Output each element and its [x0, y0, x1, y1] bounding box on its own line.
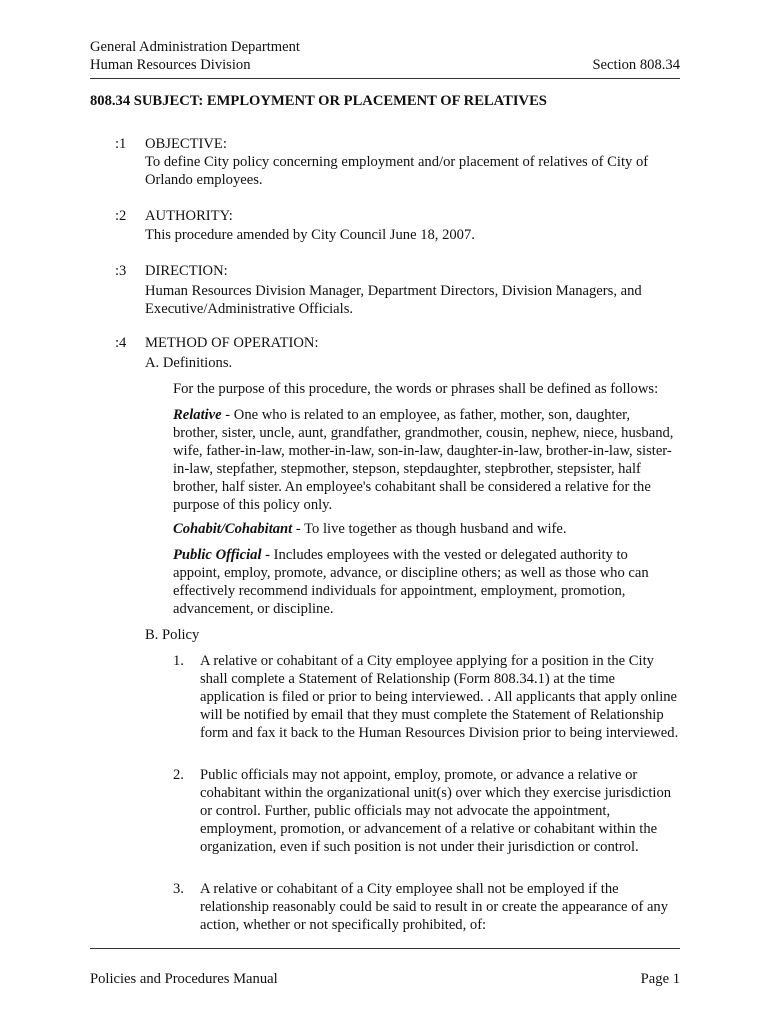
definition-relative [173, 406, 678, 514]
subsection-b-label: B. Policy [145, 627, 200, 643]
section-4-number: :4 [115, 335, 127, 351]
policy-item-number: 1. [173, 653, 184, 669]
section-1-number: :1 [115, 136, 127, 152]
section-2-number: :2 [115, 208, 127, 224]
definition-text: - To live together as though husband and wife. [292, 521, 567, 537]
policy-item-text: A relative or cohabitant of a City employee applying for a position in the City shall complete a Statement of Relationship (Form 808.34.1) at the time application is filed or prior to being interviewed. . All applicants that apply online will be notified by email that they must complete the Statement of Relationship form and fax it back to the Human Resources Division prior to being interviewed. [200, 653, 679, 741]
policy-item-text: A relative or cohabitant of a City employee shall not be employed if the relationship reasonably could be said to result in or create the appearance of any action, whether or not specifically prohibited, of: [200, 881, 669, 933]
document-title: 808.34 SUBJECT: EMPLOYMENT OR PLACEMENT OF RELATIVES [90, 93, 547, 109]
section-3-heading: DIRECTION: [145, 263, 228, 279]
policy-item [173, 652, 681, 742]
definition-cohabitant [173, 520, 678, 538]
subsection-a-label: A. Definitions. [145, 355, 233, 371]
definition-public-official [173, 546, 678, 618]
policy-item [173, 880, 681, 934]
footer-manual-title: Policies and Procedures Manual [90, 971, 278, 987]
definition-text: - One who is related to an employee, as father, mother, son, daughter, brother, sister, uncle, aunt, grandfather, grandmother, cousin, nephew, niece, husband, wife, father-in-law, mother-in-law, son-in-law, daughter-in-law, brother-in-law, sister-in-law, stepfather, stepmother, stepson, stepdaughter, stepbrother, stepsister, half brother, half sister. An employee's cohabitant shall be considered a relative for the purpose of this policy only. [173, 407, 674, 513]
header-department: General Administration Department [90, 39, 300, 55]
section-3-number: :3 [115, 263, 127, 279]
header-division: Human Resources Division [90, 57, 251, 73]
header-section: Section 808.34 [592, 57, 680, 73]
policy-item [173, 766, 681, 856]
footer-page-number: Page 1 [640, 971, 680, 987]
definition-term: Public Official [173, 547, 262, 563]
section-1-body: To define City policy concerning employment and/or placement of relatives of City of Orlando employees. [145, 154, 649, 188]
definition-text: - Includes employees with the vested or delegated authority to appoint, employ, promote, advance, or discipline others; as well as those who can effectively recommend individuals for appointment, employment, promotion, advancement, or discipline. [173, 547, 649, 617]
section-4-heading: METHOD OF OPERATION: [145, 335, 319, 351]
definitions-intro: For the purpose of this procedure, the words or phrases shall be defined as follows: [173, 381, 659, 397]
section-2-body: This procedure amended by City Council June 18, 2007. [145, 227, 475, 243]
section-1-heading: OBJECTIVE: [145, 136, 227, 152]
policy-item-text: Public officials may not appoint, employ, promote, or advance a relative or cohabitant within the organizational unit(s) over which they exercise jurisdiction or control. Further, public officials may not advocate the appointment, employment, promotion, or advancement of a relative or cohabitant within the organization, even if such position is not under their jurisdiction or control. [200, 767, 672, 855]
policy-item-number: 3. [173, 881, 184, 897]
footer-rule [90, 948, 680, 949]
definition-term: Relative [173, 407, 222, 423]
definition-term: Cohabit/Cohabitant [173, 521, 293, 537]
policy-item-number: 2. [173, 767, 184, 783]
header-rule [90, 78, 680, 79]
section-2-heading: AUTHORITY: [145, 208, 233, 224]
section-3-body: Human Resources Division Manager, Department Directors, Division Managers, and Executive/Administrative Officials. [145, 283, 642, 317]
